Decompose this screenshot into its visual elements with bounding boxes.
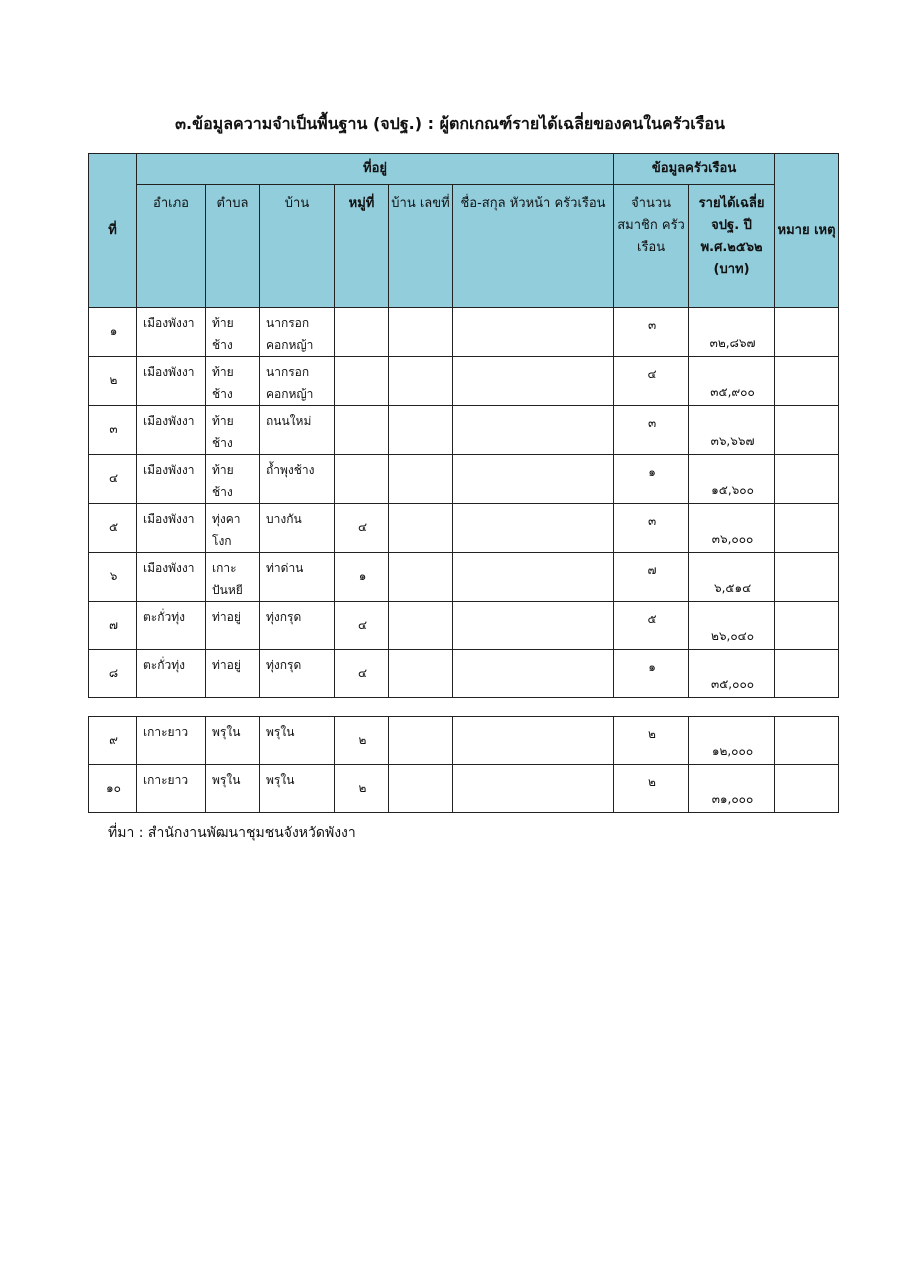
- cell-no: ๑๐: [89, 765, 137, 813]
- cell-house-no: [389, 553, 453, 602]
- cell-members: ๓: [614, 308, 689, 357]
- cell-members: ๒: [614, 717, 689, 765]
- cell-village: ถนนใหม่: [260, 406, 335, 455]
- cell-head-name: [453, 553, 614, 602]
- cell-subdistrict: เกาะ ปันหยี: [206, 553, 260, 602]
- table-header: [89, 154, 839, 308]
- header-district: อำเภอ: [137, 185, 206, 308]
- cell-district: เกาะยาว: [137, 717, 206, 765]
- cell-remark: [775, 553, 839, 602]
- cell-head-name: [453, 717, 614, 765]
- header-house-no: บ้าน เลขที่: [389, 185, 453, 308]
- cell-no: ๓: [89, 406, 137, 455]
- cell-income: ๓๑,๐๐๐: [689, 765, 775, 813]
- cell-remark: [775, 455, 839, 504]
- cell-income: ๒๖,๐๔๐: [689, 602, 775, 650]
- cell-house-no: [389, 765, 453, 813]
- cell-house-no: [389, 455, 453, 504]
- table-row: [89, 357, 839, 406]
- cell-house-no: [389, 504, 453, 553]
- cell-members: ๕: [614, 602, 689, 650]
- cell-members: ๒: [614, 765, 689, 813]
- cell-moo: [335, 455, 389, 504]
- cell-district: เมืองพังงา: [137, 455, 206, 504]
- table-row: [89, 765, 839, 813]
- header-address-group: ที่อยู่: [137, 154, 614, 185]
- cell-moo: [335, 357, 389, 406]
- cell-income: ๓๒,๘๖๗: [689, 308, 775, 357]
- cell-members: ๓: [614, 504, 689, 553]
- cell-moo: ๔: [335, 504, 389, 553]
- cell-district: เมืองพังงา: [137, 357, 206, 406]
- cell-house-no: [389, 717, 453, 765]
- cell-village: บางกัน: [260, 504, 335, 553]
- cell-remark: [775, 308, 839, 357]
- cell-remark: [775, 650, 839, 698]
- cell-head-name: [453, 357, 614, 406]
- cell-village: นากรอก คอกหญ้า: [260, 357, 335, 406]
- cell-village: พรุใน: [260, 765, 335, 813]
- cell-no: ๔: [89, 455, 137, 504]
- table-row: [89, 602, 839, 650]
- header-moo: หมู่ที่: [335, 185, 389, 308]
- cell-district: เกาะยาว: [137, 765, 206, 813]
- cell-moo: ๔: [335, 650, 389, 698]
- table-row: [89, 650, 839, 698]
- cell-subdistrict: ท้าย ช้าง: [206, 455, 260, 504]
- cell-house-no: [389, 357, 453, 406]
- cell-district: เมืองพังงา: [137, 504, 206, 553]
- cell-subdistrict: ทุ่งคา โงก: [206, 504, 260, 553]
- header-no: ที่: [89, 154, 137, 308]
- table-body-continued: [89, 717, 839, 813]
- table-row: [89, 455, 839, 504]
- cell-members: ๓: [614, 406, 689, 455]
- cell-remark: [775, 765, 839, 813]
- cell-house-no: [389, 602, 453, 650]
- data-table: [88, 153, 839, 698]
- cell-head-name: [453, 602, 614, 650]
- cell-moo: [335, 308, 389, 357]
- cell-moo: ๒: [335, 717, 389, 765]
- cell-subdistrict: ท้าย ช้าง: [206, 406, 260, 455]
- cell-village: ท่าด่าน: [260, 553, 335, 602]
- cell-remark: [775, 406, 839, 455]
- cell-no: ๕: [89, 504, 137, 553]
- source-note: ที่มา : สำนักงานพัฒนาชุมชนจังหวัดพังงา: [108, 825, 356, 841]
- cell-head-name: [453, 765, 614, 813]
- cell-income: ๑๒,๐๐๐: [689, 717, 775, 765]
- data-table-continued: [88, 716, 839, 813]
- header-village: บ้าน: [260, 185, 335, 308]
- cell-head-name: [453, 308, 614, 357]
- cell-head-name: [453, 650, 614, 698]
- cell-no: ๗: [89, 602, 137, 650]
- cell-village: ทุ่งกรุด: [260, 602, 335, 650]
- cell-district: เมืองพังงา: [137, 308, 206, 357]
- cell-subdistrict: พรุใน: [206, 717, 260, 765]
- cell-district: เมืองพังงา: [137, 553, 206, 602]
- cell-subdistrict: ท่าอยู่: [206, 650, 260, 698]
- cell-income: ๓๖,๖๖๗: [689, 406, 775, 455]
- cell-no: ๘: [89, 650, 137, 698]
- table-row: [89, 308, 839, 357]
- header-head-name: ชื่อ-สกุล หัวหน้า ครัวเรือน: [453, 185, 614, 308]
- cell-village: ทุ่งกรุด: [260, 650, 335, 698]
- table-body: [89, 308, 839, 698]
- cell-members: ๗: [614, 553, 689, 602]
- cell-subdistrict: ท้าย ช้าง: [206, 357, 260, 406]
- cell-subdistrict: ท่าอยู่: [206, 602, 260, 650]
- cell-moo: [335, 406, 389, 455]
- cell-head-name: [453, 455, 614, 504]
- table-row: [89, 553, 839, 602]
- cell-district: เมืองพังงา: [137, 406, 206, 455]
- header-remark: หมาย เหตุ: [775, 154, 839, 308]
- cell-no: ๑: [89, 308, 137, 357]
- table-row: [89, 504, 839, 553]
- table-row: [89, 717, 839, 765]
- cell-village: พรุใน: [260, 717, 335, 765]
- cell-subdistrict: ท้าย ช้าง: [206, 308, 260, 357]
- cell-head-name: [453, 406, 614, 455]
- document-title: ๓.ข้อมูลความจำเป็นพื้นฐาน (จปฐ.) : ผู้ตกเกณฑ์รายได้เฉลี่ยของคนในครัวเรือน: [175, 114, 725, 133]
- cell-head-name: [453, 504, 614, 553]
- cell-income: ๑๕,๖๐๐: [689, 455, 775, 504]
- header-members: จำนวน สมาชิก ครัวเรือน: [614, 185, 689, 308]
- cell-members: ๑: [614, 650, 689, 698]
- cell-village: นากรอก คอกหญ้า: [260, 308, 335, 357]
- cell-moo: ๔: [335, 602, 389, 650]
- cell-no: ๖: [89, 553, 137, 602]
- cell-district: ตะกั่วทุ่ง: [137, 650, 206, 698]
- cell-income: ๓๕,๙๐๐: [689, 357, 775, 406]
- cell-moo: ๒: [335, 765, 389, 813]
- cell-income: ๓๖,๐๐๐: [689, 504, 775, 553]
- cell-no: ๒: [89, 357, 137, 406]
- cell-remark: [775, 602, 839, 650]
- table-row: [89, 406, 839, 455]
- cell-house-no: [389, 308, 453, 357]
- cell-district: ตะกั่วทุ่ง: [137, 602, 206, 650]
- cell-house-no: [389, 650, 453, 698]
- cell-no: ๙: [89, 717, 137, 765]
- cell-income: ๖,๕๑๔: [689, 553, 775, 602]
- cell-village: ถ้ำพุงช้าง: [260, 455, 335, 504]
- cell-remark: [775, 357, 839, 406]
- cell-subdistrict: พรุใน: [206, 765, 260, 813]
- cell-members: ๔: [614, 357, 689, 406]
- header-income: รายได้เฉลี่ย จปฐ. ปี พ.ศ.๒๕๖๒ (บาท): [689, 185, 775, 308]
- header-subdistrict: ตำบล: [206, 185, 260, 308]
- cell-members: ๑: [614, 455, 689, 504]
- cell-house-no: [389, 406, 453, 455]
- cell-moo: ๑: [335, 553, 389, 602]
- cell-income: ๓๕,๐๐๐: [689, 650, 775, 698]
- cell-remark: [775, 504, 839, 553]
- cell-remark: [775, 717, 839, 765]
- header-household-group: ข้อมูลครัวเรือน: [614, 154, 775, 185]
